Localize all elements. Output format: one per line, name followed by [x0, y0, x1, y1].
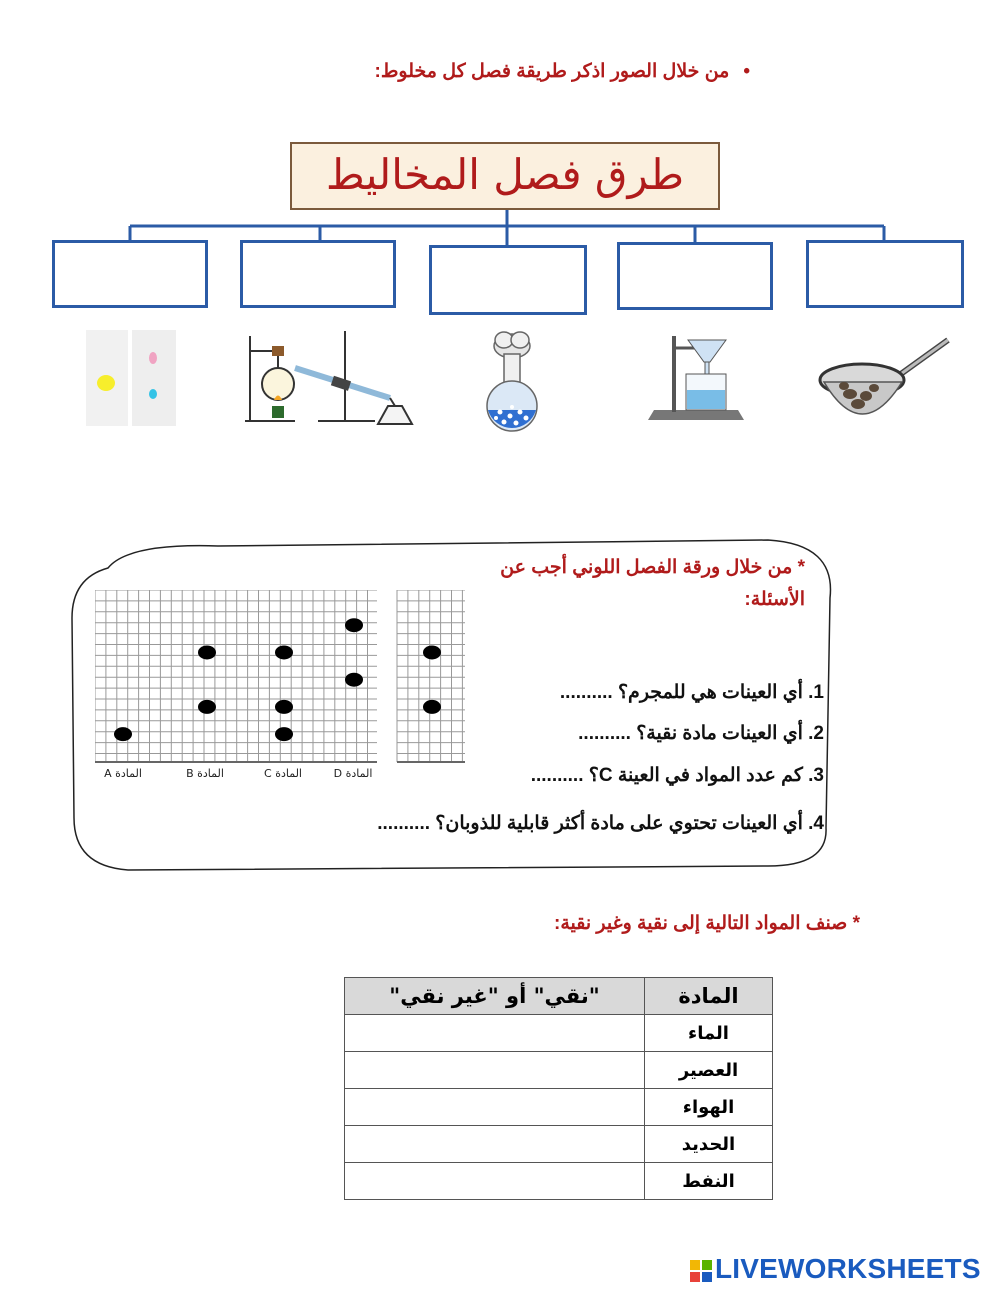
- answer-cell[interactable]: [345, 1089, 645, 1126]
- lane-label-d: المادة D: [333, 767, 373, 780]
- answer-box-filtration[interactable]: [617, 242, 773, 310]
- lane-label-a: المادة A: [104, 767, 142, 780]
- table-row: [345, 1052, 773, 1089]
- chromatography-chart: [95, 590, 470, 786]
- material-name: الحديد: [645, 1126, 773, 1163]
- material-name: النفط: [645, 1163, 773, 1200]
- logo-text: LIVEWORKSHEETS: [715, 1253, 981, 1284]
- answer-cell[interactable]: [345, 1015, 645, 1052]
- material-name: الهواء: [645, 1089, 773, 1126]
- chromatography-header: * من خلال ورقة الفصل اللوني أجب عن الأسئلة:: [500, 557, 805, 610]
- table-row: [345, 1126, 773, 1163]
- classification-table: [344, 977, 773, 1200]
- question-2: 2. أي العينات مادة نقية؟ ..........: [578, 723, 824, 744]
- material-name: الماء: [645, 1015, 773, 1052]
- lane-label-b: المادة B: [186, 767, 224, 780]
- question-3: 3. كم عدد المواد في العينة C؟ ..........: [530, 765, 824, 786]
- spot-reference-lane: [423, 700, 441, 714]
- spot-lane-b: [198, 645, 216, 659]
- answer-box-distillation[interactable]: [240, 240, 396, 308]
- table-row: [345, 1015, 773, 1052]
- answer-cell[interactable]: [345, 1126, 645, 1163]
- strainer-icon: [816, 334, 954, 418]
- spot-lane-c: [275, 645, 293, 659]
- answer-cell[interactable]: [345, 1052, 645, 1089]
- answer-cell[interactable]: [345, 1163, 645, 1200]
- spot-reference-lane: [423, 645, 441, 659]
- table-row: [345, 1089, 773, 1126]
- question-4: 4. أي العينات تحتوي على مادة أكثر قابلية للذوبان؟ ..........: [377, 813, 824, 834]
- question-1: 1. أي العينات هي للمجرم؟ ..........: [559, 682, 824, 703]
- spot-lane-a: [114, 727, 132, 741]
- spot-lane-c: [275, 727, 293, 741]
- bullet-point: •: [743, 61, 750, 82]
- column-header-answer: "نقي" أو "غير نقي": [345, 978, 645, 1015]
- instruction-text: من خلال الصور اذكر طريقة فصل كل مخلوط:: [374, 61, 730, 82]
- spot-lane-d: [345, 673, 363, 687]
- evaporation-flask-icon: [482, 330, 542, 434]
- table-row: [345, 1163, 773, 1200]
- material-name: العصير: [645, 1052, 773, 1089]
- chart-grid: [95, 590, 377, 762]
- liveworksheets-logo[interactable]: [690, 1253, 981, 1285]
- classification-heading: * صنف المواد التالية إلى نقية وغير نقية:: [554, 913, 860, 934]
- chromatography-paper-icon: [84, 328, 180, 430]
- answer-box-evaporation[interactable]: [429, 245, 587, 315]
- table-header-row: [345, 978, 773, 1015]
- spot-lane-d: [345, 618, 363, 632]
- spot-lane-c: [275, 700, 293, 714]
- answer-box-sieving[interactable]: [806, 240, 964, 308]
- column-header-material: المادة: [645, 978, 773, 1015]
- lane-label-c: المادة C: [264, 767, 302, 780]
- answer-box-chromatography[interactable]: [52, 240, 208, 308]
- logo-grid-icon: [690, 1260, 712, 1282]
- distillation-icon: [240, 326, 420, 430]
- spot-lane-b: [198, 700, 216, 714]
- filtration-icon: [648, 332, 744, 426]
- diagram-root-title: طرق فصل المخاليط: [290, 142, 720, 210]
